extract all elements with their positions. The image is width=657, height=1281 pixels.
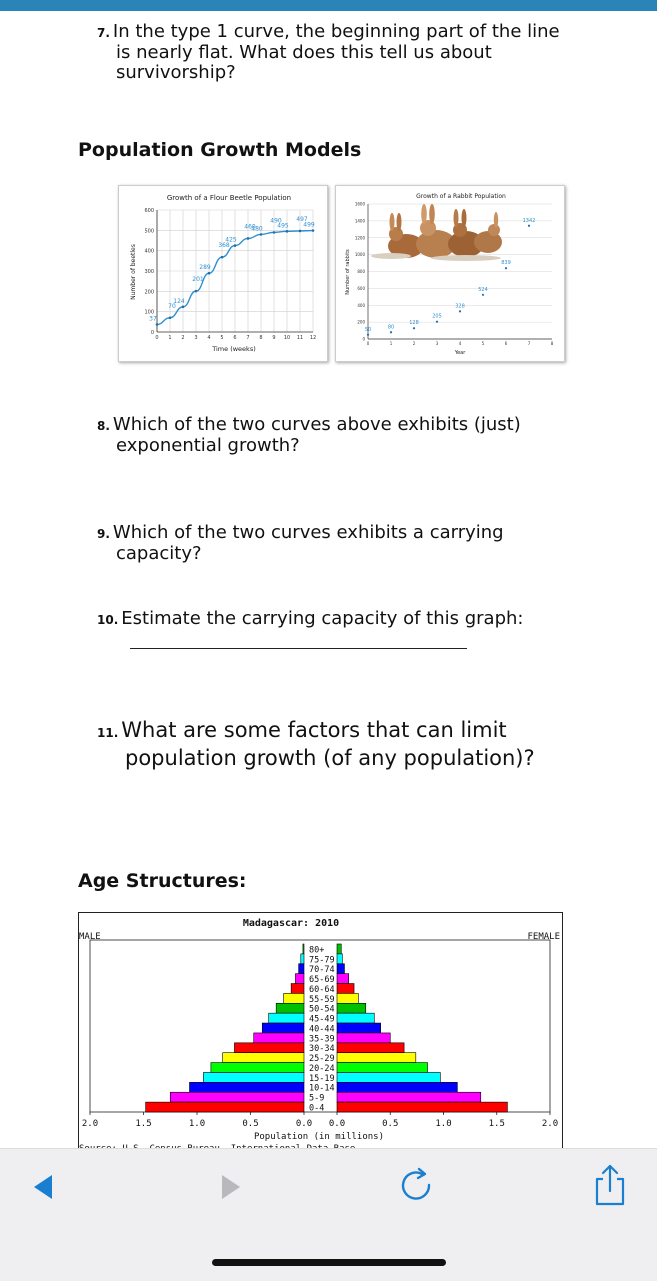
pyramid-x-tick-right: 1.0	[435, 1119, 452, 1129]
beetle-data-label: 495	[277, 222, 289, 230]
rabbit-photo	[371, 204, 502, 261]
rabbit-y-tick: 200	[357, 319, 365, 325]
pyramid-female-label: FEMALE	[527, 932, 560, 942]
beetle-data-label: 425	[225, 236, 237, 244]
pyramid-age-label: 25-29	[309, 1054, 335, 1065]
rabbit-y-tick: 800	[357, 269, 365, 274]
pyramid-bar-female	[337, 944, 341, 954]
beetle-y-tick: 0	[150, 330, 154, 336]
pyramid-x-tick-left: 2.0	[81, 1119, 99, 1129]
rabbit-data-label: 50	[364, 326, 372, 333]
pyramid-bar-male	[291, 984, 304, 994]
pyramid-x-tick-right: 0.0	[328, 1119, 346, 1129]
pyramid-age-label: 35-39	[309, 1034, 335, 1045]
pyramid-bar-male	[254, 1033, 304, 1043]
rabbit-x-tick: 6	[504, 341, 508, 346]
pyramid-age-label: 10-14	[309, 1083, 335, 1094]
beetle-x-label: Time (weeks)	[212, 345, 256, 353]
beetle-y-tick: 400	[144, 248, 154, 255]
pyramid-x-tick-right: 2.0	[541, 1119, 559, 1129]
pyramid-bar-female	[337, 1003, 366, 1013]
pyramid-bar-female	[337, 974, 349, 984]
rabbit-y-tick: 400	[357, 302, 365, 308]
reload-button[interactable]	[398, 1167, 438, 1207]
back-arrow-icon	[28, 1171, 60, 1203]
rabbit-point	[482, 294, 484, 296]
pyramid-bar-female	[337, 1082, 457, 1092]
question-9: 9. Which of the two curves exhibits a carrying capacity?	[97, 522, 504, 564]
pyramid-age-label: 20-24	[309, 1063, 335, 1074]
age-pyramid-container	[78, 912, 564, 1148]
rabbit-x-tick: 1	[389, 341, 393, 346]
beetle-x-tick: 0	[155, 335, 159, 341]
pyramid-bar-female	[337, 964, 344, 974]
pyramid-age-label: 15-19	[309, 1073, 335, 1084]
beetle-data-label: 497	[296, 215, 308, 223]
rabbit-point	[459, 310, 461, 312]
pyramid-bar-male	[190, 1082, 304, 1092]
pyramid-x-tick-right: 0.5	[382, 1119, 399, 1129]
forward-button[interactable]	[214, 1171, 246, 1203]
rabbit-point	[367, 334, 369, 336]
pyramid-bar-male	[234, 1043, 304, 1053]
beetle-y-tick: 500	[144, 228, 154, 235]
pyramid-x-tick-right: 1.5	[488, 1119, 505, 1129]
home-indicator[interactable]	[212, 1259, 446, 1266]
beetle-x-tick: 11	[296, 335, 304, 341]
beetle-x-tick: 7	[246, 335, 250, 341]
beetle-growth-chart	[119, 186, 327, 361]
pyramid-bar-male	[299, 964, 304, 974]
beetle-x-tick: 6	[233, 335, 237, 341]
pyramid-age-label: 55-59	[309, 994, 335, 1005]
beetle-x-tick: 9	[272, 335, 276, 341]
pyramid-bar-female	[337, 1102, 507, 1112]
beetle-x-tick: 5	[220, 335, 224, 341]
pyramid-bar-male	[146, 1102, 304, 1112]
rabbit-y-label: Number of rabbits	[345, 249, 351, 295]
rabbit-chart-title: Growth of a Rabbit Population	[416, 193, 506, 200]
pyramid-bar-male	[303, 944, 304, 954]
beetle-point	[247, 237, 250, 240]
beetle-x-tick: 10	[283, 335, 291, 341]
pyramid-x-tick-left: 1.0	[188, 1119, 206, 1129]
top-accent-bar	[0, 0, 657, 11]
pyramid-bar-female	[337, 1063, 428, 1073]
pyramid-bar-male	[262, 1023, 304, 1033]
rabbit-data-label: 80	[387, 324, 395, 331]
pyramid-bar-female	[337, 1072, 440, 1082]
beetle-point	[234, 244, 237, 247]
beetle-y-tick: 200	[144, 289, 154, 296]
beetle-point	[286, 230, 289, 233]
beetle-point	[169, 316, 172, 319]
question-8: 8. Which of the two curves above exhibits (just) exponential growth?	[97, 414, 521, 456]
beetle-chart-title: Growth of a Flour Beetle Population	[166, 194, 292, 202]
beetle-data-label: 490	[270, 217, 282, 225]
beetle-data-label: 289	[199, 264, 211, 272]
rabbit-point	[528, 225, 530, 227]
rabbit-y-tick: 1200	[354, 235, 365, 241]
section-title-age-structures: Age Structures:	[78, 870, 247, 892]
beetle-data-label: 460	[244, 223, 256, 231]
pyramid-bar-male	[301, 954, 304, 964]
beetle-y-label: Number of beetles	[130, 244, 137, 300]
beetle-x-tick: 8	[259, 335, 263, 341]
rabbit-data-label: 839	[501, 260, 511, 267]
beetle-chart-card	[118, 185, 328, 362]
pyramid-bar-male	[203, 1072, 304, 1082]
beetle-point	[208, 272, 211, 275]
pyramid-male-label: MALE	[79, 932, 101, 942]
pyramid-x-label: Population (in millions)	[253, 1132, 385, 1142]
back-button[interactable]	[28, 1171, 60, 1203]
rabbit-x-tick: 0	[366, 341, 370, 346]
beetle-x-tick: 1	[168, 335, 172, 341]
pyramid-age-label: 0-4	[309, 1103, 325, 1114]
pyramid-bar-female	[337, 1043, 404, 1053]
share-button[interactable]	[590, 1163, 630, 1207]
pyramid-bar-male	[276, 1003, 304, 1013]
rabbit-data-label: 1342	[522, 217, 536, 224]
pyramid-age-label: 45-49	[309, 1014, 335, 1025]
pyramid-age-label: 75-79	[309, 955, 335, 966]
beetle-data-label: 368	[218, 242, 230, 250]
beetle-point	[312, 229, 315, 232]
pyramid-age-label: 50-54	[309, 1004, 335, 1015]
beetle-point	[221, 256, 224, 259]
beetle-data-label: 201	[192, 276, 204, 284]
pyramid-bar-male	[211, 1063, 304, 1073]
beetle-data-label: 480	[251, 225, 263, 233]
age-pyramid-chart	[78, 912, 564, 1162]
pyramid-bar-male	[295, 974, 304, 984]
question-11: 11. What are some factors that can limit population growth (of any population)?	[97, 718, 535, 770]
pyramid-bar-male	[170, 1092, 304, 1102]
forward-arrow-icon	[214, 1171, 246, 1203]
beetle-x-tick: 4	[207, 335, 211, 341]
pyramid-age-label: 60-64	[309, 984, 335, 995]
beetle-y-tick: 600	[144, 208, 154, 214]
rabbit-data-label: 328	[455, 303, 465, 310]
rabbit-y-tick: 0	[362, 336, 365, 342]
pyramid-age-label: 65-69	[309, 975, 335, 986]
pyramid-bar-female	[337, 1092, 481, 1102]
pyramid-x-tick-left: 1.5	[135, 1119, 152, 1129]
rabbit-x-tick: 3	[435, 341, 439, 346]
beetle-data-label: 124	[173, 297, 185, 305]
rabbit-data-label: 524	[478, 286, 488, 293]
section-title-growth-models: Population Growth Models	[78, 139, 362, 161]
pyramid-bar-female	[337, 993, 358, 1003]
share-icon	[590, 1163, 630, 1207]
beetle-point	[260, 233, 263, 236]
rabbit-point	[390, 331, 392, 333]
beetle-point	[299, 230, 302, 233]
pyramid-bar-male	[284, 993, 304, 1003]
pyramid-x-tick-left: 0.5	[242, 1119, 259, 1129]
rabbit-x-tick: 8	[550, 341, 554, 346]
reload-icon	[398, 1167, 438, 1207]
pyramid-age-label: 5-9	[309, 1093, 325, 1104]
beetle-data-label: 499	[303, 221, 315, 229]
question-7: 7. In the type 1 curve, the beginning part of the line is nearly flat. What does this tell us about survivorship?	[97, 21, 560, 83]
rabbit-x-tick: 7	[527, 341, 531, 346]
rabbit-y-tick: 600	[357, 285, 365, 291]
pyramid-bar-female	[337, 1013, 374, 1023]
answer-line	[130, 648, 467, 649]
beetle-x-tick: 2	[181, 335, 185, 341]
pyramid-bar-female	[337, 954, 342, 964]
pyramid-age-label: 40-44	[309, 1024, 335, 1035]
rabbit-x-tick: 4	[458, 341, 462, 346]
pyramid-bar-male	[223, 1053, 304, 1063]
rabbit-data-label: 205	[432, 313, 442, 320]
rabbit-y-tick: 1600	[354, 201, 365, 207]
pyramid-age-label: 70-74	[309, 965, 335, 976]
rabbit-point	[505, 267, 507, 269]
question-10: 10. Estimate the carrying capacity of this graph:	[97, 608, 524, 629]
beetle-x-tick: 12	[309, 335, 317, 341]
beetle-point	[182, 305, 185, 308]
pyramid-age-label: 30-34	[309, 1044, 335, 1055]
beetle-data-label: 70	[168, 302, 176, 310]
rabbit-point	[413, 327, 415, 329]
pyramid-bar-male	[269, 1013, 304, 1023]
pyramid-title: Madagascar: 2010	[242, 918, 340, 929]
beetle-point	[156, 323, 159, 326]
beetle-y-tick: 300	[144, 269, 154, 275]
pyramid-bar-female	[337, 1033, 390, 1043]
rabbit-y-tick: 1400	[354, 218, 365, 224]
rabbit-data-label: 128	[409, 320, 419, 327]
pyramid-bar-female	[337, 984, 354, 994]
rabbit-chart-card	[335, 185, 565, 362]
rabbit-x-tick: 2	[412, 341, 416, 346]
pyramid-x-tick-left: 0.0	[295, 1119, 313, 1129]
beetle-x-tick: 3	[194, 335, 198, 341]
beetle-grid	[144, 208, 316, 341]
rabbit-point	[436, 321, 438, 323]
rabbit-x-tick: 5	[481, 341, 485, 346]
pyramid-age-label: 80+	[309, 945, 325, 956]
pyramid-bar-female	[337, 1053, 416, 1063]
beetle-y-tick: 100	[144, 309, 154, 316]
beetle-data-label: 37	[149, 315, 157, 323]
beetle-point	[273, 231, 276, 234]
rabbit-y-tick: 1000	[354, 252, 365, 258]
pyramid-bar-female	[337, 1023, 381, 1033]
beetle-point	[195, 290, 198, 293]
rabbit-x-label: Year	[454, 350, 466, 356]
rabbit-growth-chart	[336, 186, 564, 361]
